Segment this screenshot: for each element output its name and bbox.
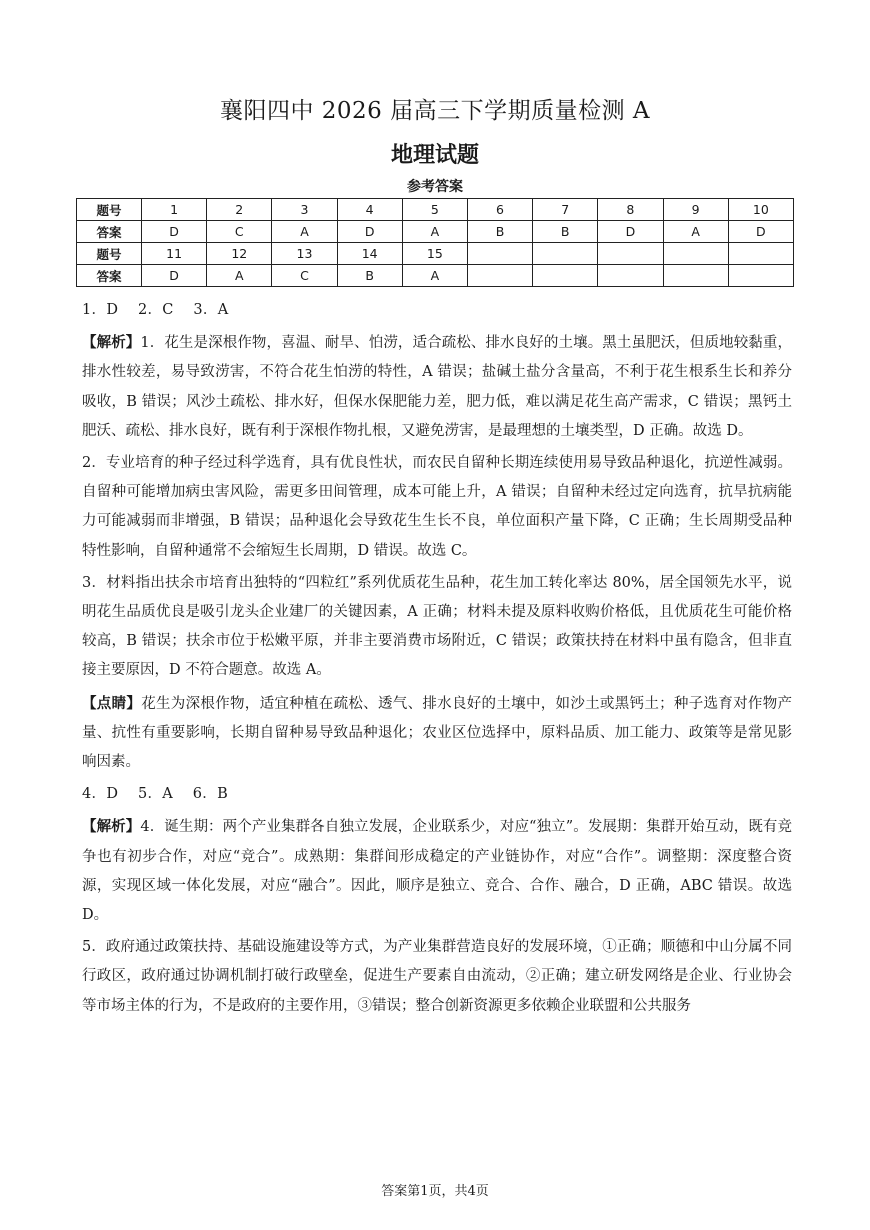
note-tag: 【点睛】 (82, 694, 142, 712)
question-number-cell (533, 243, 598, 265)
note-1-3: 【点睛】花生为深根作物，适宜种植在疏松、透气、排水良好的土壤中，如沙土或黑钙土；种子选育对作物产量、抗性有重要影响，长期自留种易导致品种退化；农业区位选择中，原料品质、加工能力、政策等是常见影响因素。 (82, 694, 793, 771)
analysis-q1: 【解析】1．花生是深根作物，喜温、耐旱、怕涝，适合疏松、排水良好的土壤。黑土虽肥沃，但质地较黏重，排水性较差，易导致涝害，不符合花生怕涝的特性，A 错误；盐碱土盐分含量高，不利于花生根系生长和养分吸收，B 错误；风沙土疏松、排水好，但保水保肥能力差，肥力低，难以满足花生高产需求，C 错误；黑钙土肥沃、疏松、排水良好，既有利于深根作物扎根，又避免涝害，是最理想的土壤类型，D 正确。故选 D。 (82, 334, 792, 439)
page-footer: 答案第1页，共4页 (381, 1184, 489, 1199)
question-number-cell: 7 (533, 199, 598, 221)
analysis-q2: 2．专业培育的种子经过科学选育，具有优良性状，而农民自留种长期连续使用易导致品种退化，抗逆性减弱。自留种可能增加病虫害风险，需更多田间管理，成本可能上升，A 错误；自留种未经过定向选育，抗旱抗病能力可能减弱而非增强，B 错误；品种退化会导致花生生长不良，单位面积产量下降，C 正确；生长周期受品种特性影响，自留种通常不会缩短生长周期，D 错误。故选 C。 (82, 455, 792, 559)
answer-cell: B (533, 221, 598, 243)
exam-title: 襄阳四中 2026 届高三下学期质量检测 A (219, 98, 651, 124)
question-number-cell (728, 243, 793, 265)
answer-cell: D (598, 221, 663, 243)
answer-row (77, 221, 794, 243)
analysis-q4: 【解析】4．诞生期：两个产业集群各自独立发展，企业联系少，对应“独立”。发展期：集群开始互动，既有竞争也有初步合作，对应“竞合”。成熟期：集群间形成稳定的产业链协作，对应“合作”。调整期：深度整合资源，实现区域一体化发展，对应“融合”。因此，顺序是独立、竞合、合作、融合，D 正确，ABC 错误。故选 D。 (82, 818, 792, 924)
row-label-number: 题号 (77, 243, 142, 265)
analysis-q5: 5．政府通过政策扶持、基础设施建设等方式，为产业集群营造良好的发展环境，①正确；顺德和中山分属不同行政区，政府通过协调机制打破行政壁垒，促进生产要素自由流动，②正确；建立研发网络是企业、行业协会等市场主体的行为，不是政府的主要作用，③错误；整合创新资源更多依赖企业联盟和公共服务 (82, 939, 792, 1014)
answer-cell (728, 265, 793, 287)
analysis-tag: 【解析】 (82, 818, 141, 836)
question-number-cell: 3 (272, 199, 337, 221)
row-label-answer: 答案 (77, 221, 142, 243)
answer-cell: A (272, 221, 337, 243)
question-number-cell: 14 (337, 243, 402, 265)
question-number-cell (663, 243, 728, 265)
reference-answer-label: 参考答案 (407, 179, 463, 195)
question-number-cell: 12 (207, 243, 272, 265)
answer-cell (663, 265, 728, 287)
row-label-answer: 答案 (77, 265, 142, 287)
answer-cell (598, 265, 663, 287)
question-number-cell: 11 (142, 243, 207, 265)
question-number-row (77, 199, 794, 221)
answer-cell: B (467, 221, 532, 243)
question-number-cell: 5 (402, 199, 467, 221)
answer-cell (533, 265, 598, 287)
analysis-q3: 3．材料指出扶余市培育出独特的“四粒红”系列优质花生品种，花生加工转化率达 80%，居全国领先水平，说明花生品质优良是吸引龙头企业建厂的关键因素，A 正确；材料未提及原料收购价格低，且优质花生可能价格较高，B 错误；扶余市位于松嫩平原，并非主要消费市场附近，C 错误；政策扶持在材料中虽有隐含，但非直接主要原因，D 不符合题意。故选 A。 (82, 574, 792, 679)
answer-cell: D (142, 265, 207, 287)
answers-line-4-6: 4．D 5．A 6．B (82, 786, 229, 803)
question-number-cell: 8 (598, 199, 663, 221)
answer-cell: A (402, 265, 467, 287)
question-number-cell: 10 (728, 199, 793, 221)
answer-cell: A (663, 221, 728, 243)
answer-key-table (76, 198, 794, 287)
question-number-cell (467, 243, 532, 265)
answer-cell: B (337, 265, 402, 287)
answer-cell: D (142, 221, 207, 243)
answer-cell: C (207, 221, 272, 243)
analysis-tag: 【解析】 (82, 334, 141, 352)
question-number-cell: 15 (402, 243, 467, 265)
subject-title: 地理试题 (390, 142, 479, 168)
answer-cell: A (402, 221, 467, 243)
question-number-cell (598, 243, 663, 265)
answer-cell: C (272, 265, 337, 287)
question-number-row (77, 243, 794, 265)
question-number-cell: 6 (467, 199, 532, 221)
answer-cell: D (728, 221, 793, 243)
question-number-cell: 9 (663, 199, 728, 221)
answer-row (77, 265, 794, 287)
answer-cell: D (337, 221, 402, 243)
answer-cell (467, 265, 532, 287)
question-number-cell: 13 (272, 243, 337, 265)
row-label-number: 题号 (77, 199, 142, 221)
question-number-cell: 1 (142, 199, 207, 221)
answers-line-1-3: 1．D 2．C 3．A (82, 302, 229, 318)
explanations (82, 296, 792, 1024)
answer-cell: A (207, 265, 272, 287)
question-number-cell: 4 (337, 199, 402, 221)
question-number-cell: 2 (207, 199, 272, 221)
